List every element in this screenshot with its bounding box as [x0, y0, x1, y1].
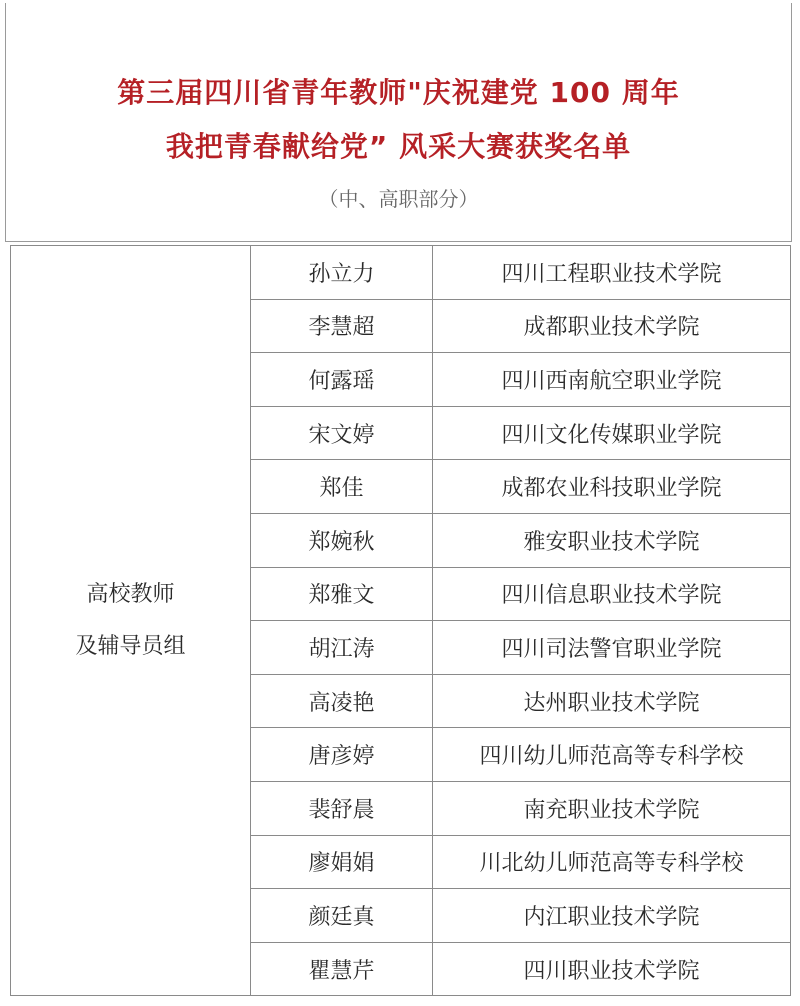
- school-cell: 成都农业科技职业学院: [433, 460, 791, 514]
- name-cell: 李慧超: [251, 299, 433, 353]
- name-cell: 宋文婷: [251, 406, 433, 460]
- school-cell: 四川司法警官职业学院: [433, 621, 791, 675]
- school-cell: 雅安职业技术学院: [433, 513, 791, 567]
- name-cell: 郑雅文: [251, 567, 433, 621]
- name-cell: 廖娟娟: [251, 835, 433, 889]
- group-cell: [11, 246, 251, 996]
- name-cell: 裴舒晨: [251, 781, 433, 835]
- title-line-1: 第三届四川省青年教师"庆祝建党 100 周年: [117, 76, 680, 109]
- school-cell: 川北幼儿师范高等专科学校: [433, 835, 791, 889]
- title-line-2: 我把青春献给党” 风采大赛获奖名单: [165, 130, 632, 163]
- school-cell: 南充职业技术学院: [433, 781, 791, 835]
- table-row: [11, 246, 791, 300]
- name-cell: 高凌艳: [251, 674, 433, 728]
- school-cell: 内江职业技术学院: [433, 889, 791, 943]
- name-cell: 颜廷真: [251, 889, 433, 943]
- name-cell: 孙立力: [251, 246, 433, 300]
- school-cell: 达州职业技术学院: [433, 674, 791, 728]
- name-cell: 郑佳: [251, 460, 433, 514]
- name-cell: 何露瑶: [251, 353, 433, 407]
- school-cell: 四川西南航空职业学院: [433, 353, 791, 407]
- award-table: [10, 245, 791, 996]
- name-cell: 郑婉秋: [251, 513, 433, 567]
- header-box: [5, 3, 792, 242]
- school-cell: 四川职业技术学院: [433, 942, 791, 996]
- school-cell: 四川幼儿师范高等专科学校: [433, 728, 791, 782]
- name-cell: 唐彦婷: [251, 728, 433, 782]
- school-cell: 四川信息职业技术学院: [433, 567, 791, 621]
- school-cell: 四川工程职业技术学院: [433, 246, 791, 300]
- school-cell: 成都职业技术学院: [433, 299, 791, 353]
- group-label-line-1: 高校教师: [86, 581, 175, 607]
- group-label-line-2: 及辅导员组: [75, 633, 186, 659]
- name-cell: 瞿慧芹: [251, 942, 433, 996]
- school-cell: 四川文化传媒职业学院: [433, 406, 791, 460]
- name-cell: 胡江涛: [251, 621, 433, 675]
- subtitle: （中、高职部分）: [318, 187, 479, 211]
